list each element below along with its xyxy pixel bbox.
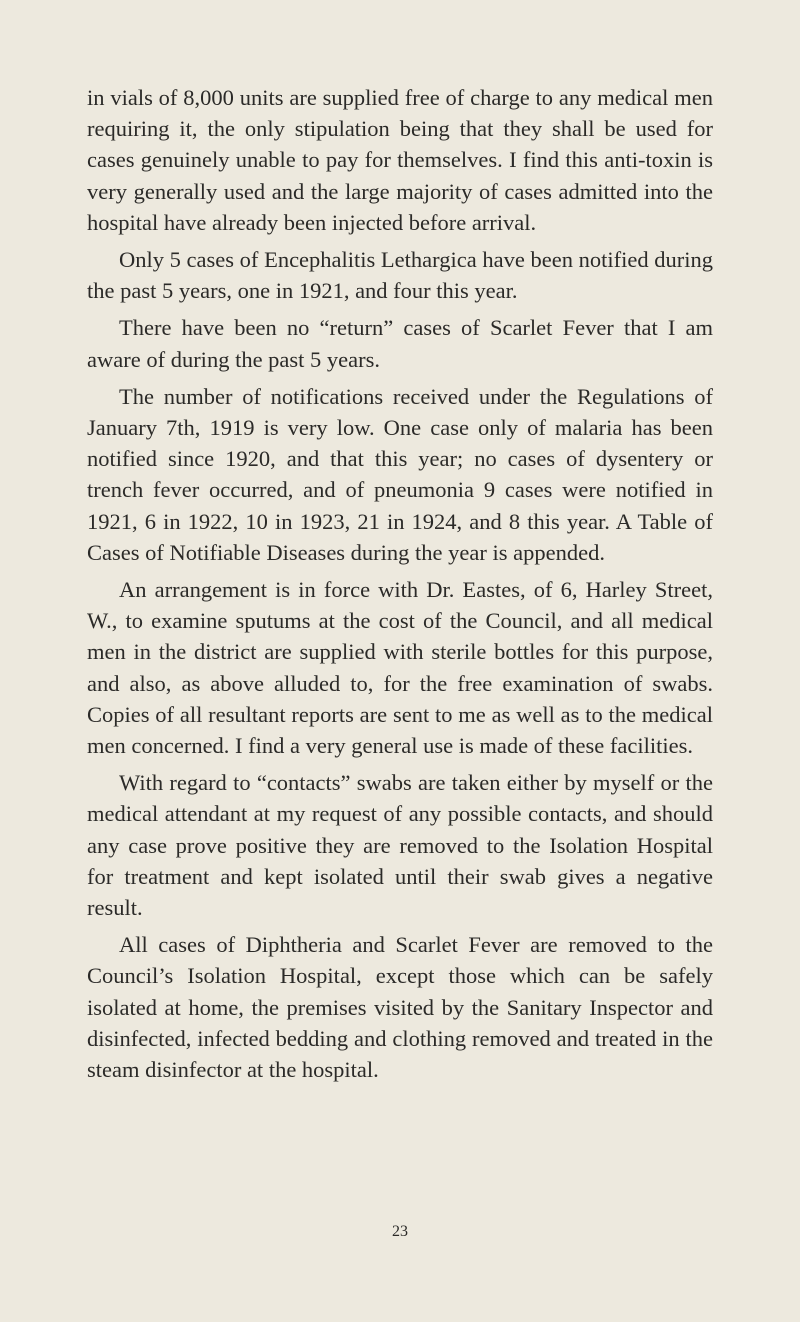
page-number: 23 <box>392 1223 408 1240</box>
paragraph-notifications: The number of notifications received under the Regulations of January 7th, 1919 is very low. One case only of malaria has been notified since 1920, and that this year; no cases of dysentery or trench fever occurred, and of pneumonia 9 cases were notified in 1921, 6 in 1922, 10 in 1923, 21 in 1924, and 8 this year. A Table of Cases of Notifiable Diseases during the year is appended. <box>87 383 713 565</box>
paragraph-encephalitis: Only 5 cases of Encephalitis Lethargica have been notified during the past 5 years, one in 1921, and four this year. <box>87 247 713 304</box>
paragraph-antitoxin: in vials of 8,000 units are supplied free of charge to any medical men requiring it, the only stipulation being that they shall be used for cases genuinely unable to pay for themselves. I find this anti-toxin is very generally used and the large majority of cases admitted into the hospital have already been injected before arrival. <box>87 85 713 235</box>
body-text <box>87 82 713 1085</box>
paragraph-contacts: With regard to “contacts” swabs are taken either by myself or the medical attendant at my request of any possible contacts, and should any case prove positive they are removed to the Isolation Hospital for treatment and kept isolated until their swab gives a negative result. <box>87 770 713 921</box>
paragraph-scarlet-fever-return: There have been no “return” cases of Scarlet Fever that I am aware of during the past 5 years. <box>87 315 713 372</box>
paragraph-sputum-arrangement: An arrangement is in force with Dr. Eastes, of 6, Harley Street, W., to examine sputums at the cost of the Council, and all medical men in the district are supplied with sterile bottles for this purpose, and also, as above alluded to, for the free examination of swabs. Copies of all resultant reports are sent to me as well as to the medical men concerned. I find a very general use is made of these facilities. <box>87 577 713 759</box>
paragraph-isolation-hospital: All cases of Diphtheria and Scarlet Fever are removed to the Council’s Isolation Hospital, except those which can be safely isolated at home, the premises visited by the Sanitary Inspector and disinfected, infected bedding and clothing removed and treated in the steam disinfector at the hospital. <box>87 932 713 1083</box>
